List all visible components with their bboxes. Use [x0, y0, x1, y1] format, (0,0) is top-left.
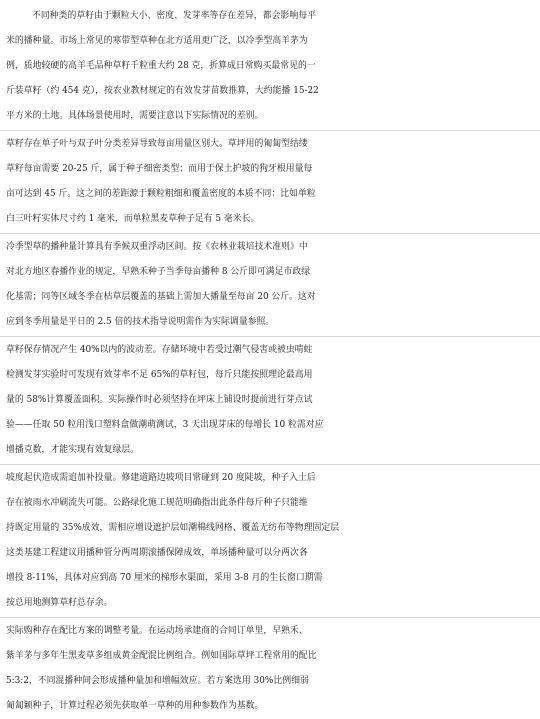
- text-line: 坡度起伏造成需追加补投量。修建道路边坡项目常碰到 20 度陡坡，种子入土后: [6, 473, 316, 483]
- text-line: 不同种类的草籽由于颗粒大小、密度、发芽率等存在差异，都会影响每平: [32, 11, 316, 21]
- text-line: 按总用地测算草籽总存余。: [6, 598, 113, 608]
- text-line: 对北方地区春播作业的规定，早熟禾种子当季每亩播种 8 公斤即可满足市政绿: [6, 267, 311, 277]
- text-line: 存在被雨水冲刷流失可能。公路绿化施工规范明确指出此条件每斤种子只能维: [6, 498, 308, 508]
- text-line: 米的播种量。市场上常见的寒带型草种在北方适用更广泛，以冷季型高羊茅为: [6, 36, 308, 46]
- text-line: 这类基建工程建议用播种管分两周期滚播保障成效，单场播种量可以分两次各: [6, 548, 308, 558]
- text-line: 例，质地较硬的高羊毛品种草籽千粒重大约 28 克，折算成日常购买最常见的一: [6, 61, 316, 71]
- text-line: 增播克数，才能实现有效复绿层。: [6, 445, 140, 455]
- paragraph-mix-ratio: [0, 619, 540, 719]
- text-line: 持既定用量的 35%成效，需相应增设遮护层如潮棉线网格、覆盖无纺布等物理固定层: [6, 523, 340, 533]
- text-line: 检测发芽实验时可发现有效芽率不足 65%的草籽包，每斤只能按照理论最高用: [6, 370, 313, 380]
- text-line: 草籽保存情况产生 40%以内的波动差。存储环境中若受过潮气侵害或被虫啃蛀: [6, 345, 313, 355]
- paragraph-divider: [0, 233, 540, 234]
- paragraph-divider: [0, 464, 540, 465]
- paragraph-monocot-dicot: [0, 132, 540, 232]
- paragraph-storage-variance: [0, 338, 540, 463]
- text-line: 化基需；同等区域冬季在枯草层覆盖的基础上需加大播量至每亩 20 公斤。这对: [6, 292, 316, 302]
- text-line: 匍匐颖种子，计算过程必须先获取单一草种的用种参数作为基数。: [6, 701, 264, 711]
- text-line: 应到冬季用量是平日的 2.5 倍的技术指导说明需作为实际调量参照。: [6, 317, 275, 327]
- text-line: 白三叶籽实体尺寸约 1 毫米，而单粒黑麦草种子足有 5 毫米长。: [6, 214, 260, 224]
- text-line: 验——任取 50 粒用浅口塑料盒做潮萌测试，3 天出现芽床的每增长 10 粒需对应: [6, 420, 324, 430]
- text-line: 平方米的土地。具体场景使用时，需要注意以下实际情况的差别。: [6, 111, 264, 121]
- paragraph-slope-supplement: [0, 466, 540, 616]
- text-line: 5:3:2，不同混播种间会形成播种量加和增幅效应。若方案选用 30%比例细弱: [6, 676, 309, 686]
- paragraph-seed-size-intro: [0, 4, 540, 129]
- text-line: 冷季型草的播种量计算具有季候双重浮动区间。按《农林业栽培技术准则》中: [6, 242, 308, 252]
- text-line: 量的 58%计算覆盖面积。实际操作时必须坚持在坪床上铺设时提前进行芽点试: [6, 395, 313, 405]
- text-line: 亩可达到 45 斤。这之间的差距源于颗粒粗细和覆盖密度的本质不同：比如单粒: [6, 189, 316, 199]
- text-line: 草籽存在单子叶与双子叶分类差异导致每亩用量区别大。草坪用的匍匐型结缕: [6, 139, 308, 149]
- text-line: 实际购种存在配比方案的调整考量。在运动场承建商的合同订单里，早熟禾、: [6, 626, 308, 636]
- text-line: 草籽每亩需要 20-25 斤，属于种子细密类型；而用于保土护坡的狗牙根用量每: [6, 164, 313, 174]
- paragraph-divider: [0, 617, 540, 618]
- paragraph-divider: [0, 130, 540, 131]
- text-line: 增投 8-11%，具体对应到高 70 厘米的梯形水渠面，采用 3-8 月的生长窗口期需: [6, 573, 323, 583]
- text-line: 斤装草籽（约 454 克），按农业教材规定的有效发芽苗数推算，大约能播 15-22: [6, 86, 319, 96]
- paragraph-cool-season-seasonal: [0, 235, 540, 335]
- text-line: 紫羊茅与多年生黑麦草多组成黄金配混比例组合。例如国际草坪工程常用的配比: [6, 651, 317, 661]
- paragraph-divider: [0, 336, 540, 337]
